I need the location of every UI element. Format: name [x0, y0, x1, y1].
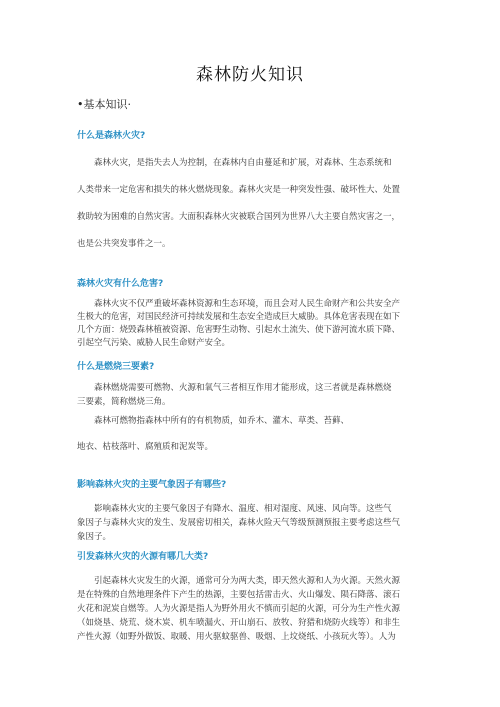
- paragraph-line: 三要素，简称燃烧三角。: [77, 397, 171, 407]
- section-heading-what-is-forest-fire: 什么是森林火灾?: [77, 131, 146, 141]
- paragraph-line: 产性火源（如野外做饭、取暖、用火驱蚊驱兽、吸烟、上坟烧纸、小孩玩火等）。人为: [77, 632, 396, 642]
- paragraph-line: 生极大的危害，对国民经济可持续发展和生态安全造成巨大威胁。具体危害表现在如下: [77, 312, 401, 322]
- paragraph-line: 地衣、枯枝落叶、腐殖质和泥炭等。: [77, 442, 214, 452]
- paragraph-line: 象因子与森林火灾的发生、发展密切相关，森林火险天气等级预测预报主要考虑这些气: [77, 518, 401, 528]
- paragraph-line: 也是公共突发事件之一。: [77, 239, 171, 249]
- paragraph-line: 引起空气污染、威胁人民生命财产安全。: [77, 338, 231, 348]
- paragraph-line: 火花和泥炭自燃等。人为火源是指人为野外用火不慎而引起的火源，可分为生产性火源: [77, 604, 401, 614]
- section-heading-fire-sources: 引发森林火灾的火源有哪几大类?: [77, 552, 209, 562]
- paragraph-line: 是在特殊的自然地理条件下产生的热源，主要包括雷击火、火山爆发、陨石降落、滚石: [77, 590, 401, 600]
- paragraph-line: 森林火灾，是指失去人为控制，在森林内自由蔓延和扩展，对森林、生态系统和: [77, 158, 392, 168]
- paragraph-line: 救助较为困难的自然灾害。大面积森林火灾被联合国列为世界八大主要自然灾害之一，: [77, 212, 401, 222]
- paragraph-line: （如烧垦、烧荒、烧木炭、机车喷漏火、开山崩石、放牧、狩猎和烧防火线等）和非生: [77, 618, 401, 628]
- section-label: •基本知识·: [77, 98, 131, 111]
- section-heading-harms: 森林火灾有什么危害?: [77, 279, 164, 289]
- paragraph-line: 几个方面：烧毁森林植被资源、危害野生动物、引起水土流失、使下游河流水质下降、: [77, 325, 401, 335]
- paragraph-line: 影响森林火灾的主要气象因子有降水、温度、相对湿度、风速、风向等。这些气: [77, 504, 392, 514]
- paragraph-line: 人类带来一定危害和损失的林火燃烧现象。森林火灾是一种突发性强、破坏性大、处置: [77, 185, 401, 195]
- section-heading-fire-triangle: 什么是燃烧三要素?: [77, 362, 155, 372]
- document-title: 森林防火知识: [196, 65, 304, 85]
- paragraph-line: 森林可燃物指森林中所有的有机物质，如乔木、灌木、草类、苔藓、: [77, 416, 350, 426]
- paragraph-line: 象因子。: [77, 532, 112, 542]
- paragraph-line: 森林火灾不仅严重破坏森林资源和生态环境，而且会对人民生命财产和公共安全产: [77, 299, 401, 309]
- section-heading-weather-factors: 影响森林火灾的主要气象因子有哪些?: [77, 480, 227, 490]
- paragraph-line: 引起森林火灾发生的火源，通常可分为两大类，即天然火源和人为火源。天然火源: [77, 576, 401, 586]
- paragraph-line: 森林燃烧需要可燃物、火源和氧气三者相互作用才能形成，这三者就是森林燃烧: [77, 383, 392, 393]
